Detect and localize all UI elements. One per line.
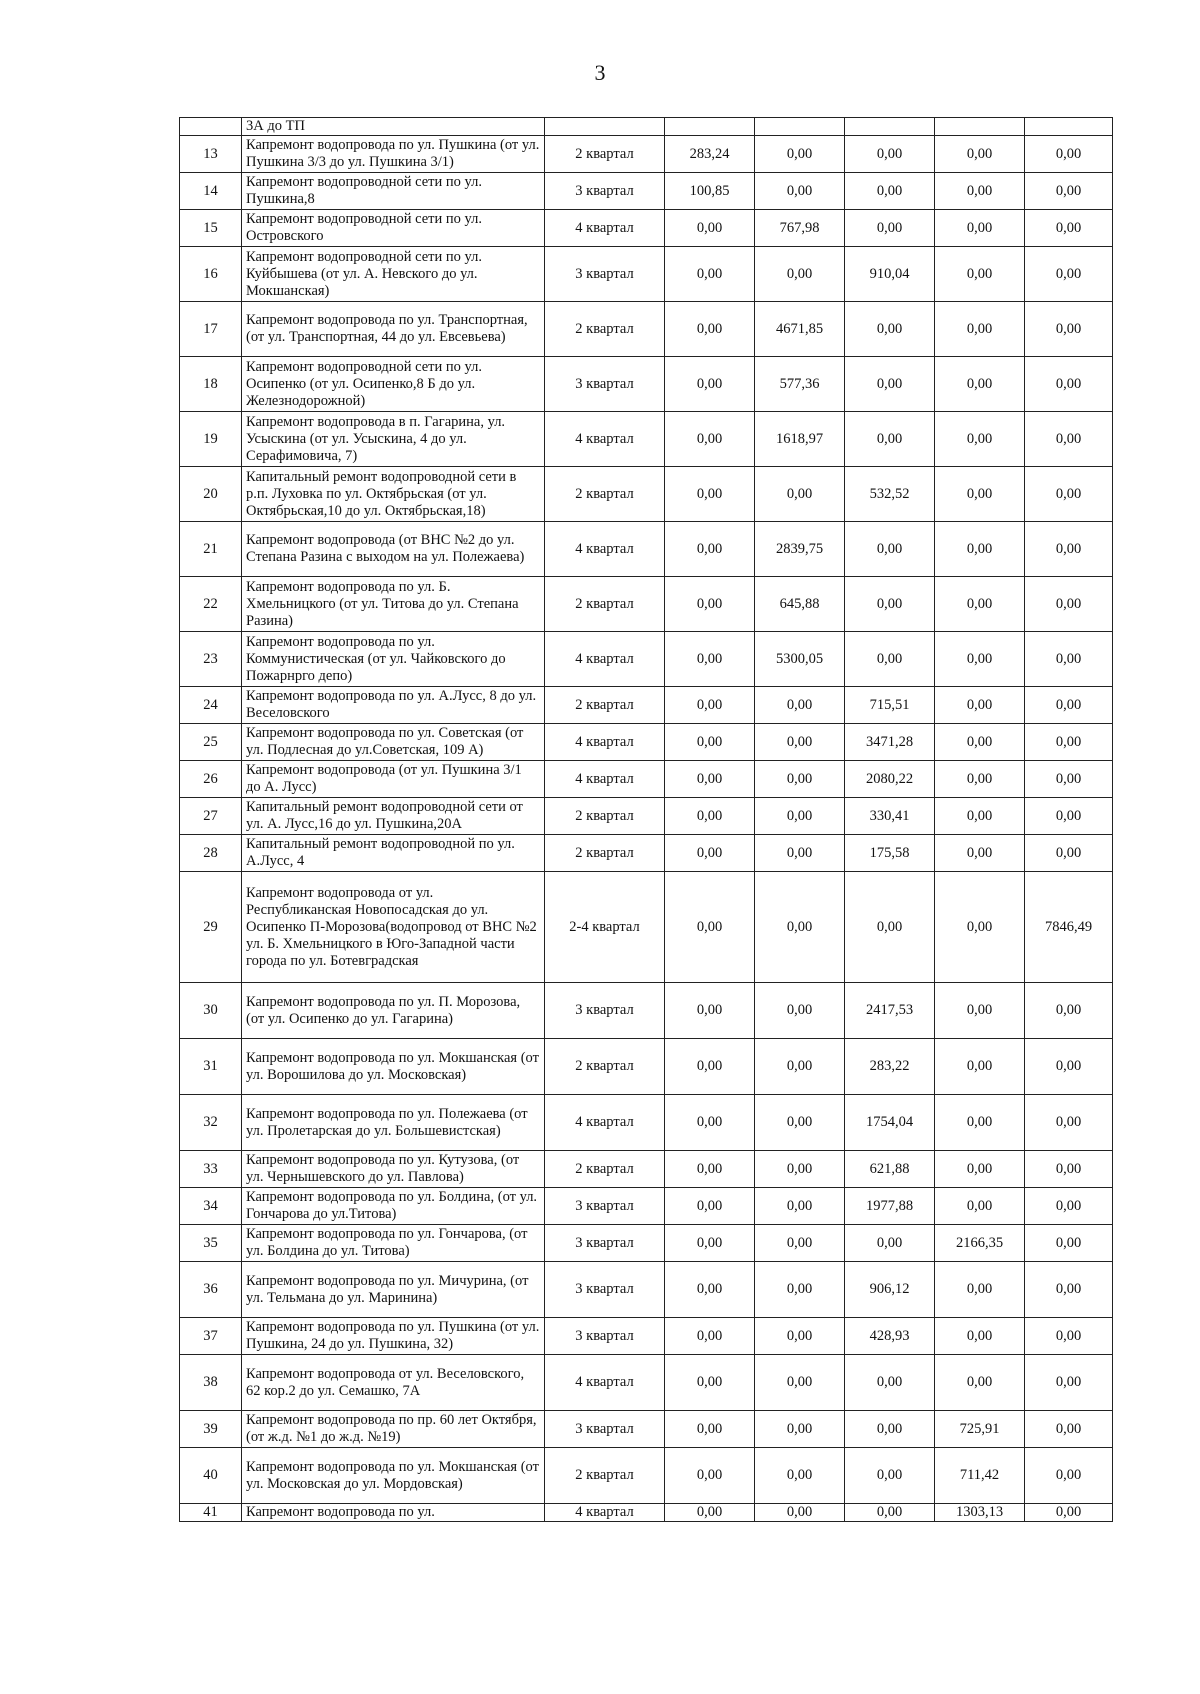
cell-value: 0,00 [665,357,755,412]
cell-value: 0,00 [665,210,755,247]
cell-value: 0,00 [665,983,755,1039]
cell-value: 0,00 [935,687,1025,724]
cell-period: 2 квартал [545,687,665,724]
cell-value: 0,00 [935,983,1025,1039]
cell-value: 0,00 [935,357,1025,412]
cell-num: 13 [180,136,242,173]
table-row [180,1039,1113,1095]
cell-name: Капремонт водопровода по ул. Болдина, (от ул. Гончарова до ул.Титова) [242,1188,545,1225]
table-row [180,1151,1113,1188]
cell-num: 30 [180,983,242,1039]
cell-num: 26 [180,761,242,798]
cell-value: 3471,28 [845,724,935,761]
cell-value: 0,00 [935,724,1025,761]
cell-value: 0,00 [665,1188,755,1225]
cell-num: 16 [180,247,242,302]
cell-name: Капремонт водопровода по ул. Б. Хмельницкого (от ул. Титова до ул. Степана Разина) [242,577,545,632]
cell-value: 715,51 [845,687,935,724]
cell-value: 0,00 [755,1411,845,1448]
cell-value: 0,00 [755,761,845,798]
cell-value: 0,00 [755,1151,845,1188]
table-row [180,1095,1113,1151]
cell-value: 7846,49 [1025,872,1113,983]
table-row [180,632,1113,687]
cell-value: 100,85 [665,173,755,210]
cell-value: 0,00 [755,724,845,761]
cell-value: 0,00 [1025,1355,1113,1411]
table-row [180,412,1113,467]
cell-period: 4 квартал [545,1095,665,1151]
cell-value: 0,00 [935,577,1025,632]
cell-name: Капремонт водопровода по ул. Коммунистическая (от ул. Чайковского до Пожарнрго депо) [242,632,545,687]
cell-value: 0,00 [1025,1095,1113,1151]
cell-value [755,118,845,136]
table-row [180,302,1113,357]
cell-num: 15 [180,210,242,247]
cell-value: 1977,88 [845,1188,935,1225]
cell-num: 27 [180,798,242,835]
cell-value: 1303,13 [935,1504,1025,1522]
cell-value: 0,00 [935,1039,1025,1095]
cell-value: 0,00 [845,522,935,577]
cell-value: 0,00 [1025,247,1113,302]
cell-value: 0,00 [935,302,1025,357]
cell-value: 0,00 [755,1095,845,1151]
cell-name: Капремонт водопровода от ул. Республиканская Новопосадская до ул. Осипенко П-Морозова(водопровод от ВНС №2 ул. Б. Хмельницкого в Юго-Западной части города по ул. Ботевградская [242,872,545,983]
cell-value: 0,00 [665,1095,755,1151]
cell-value: 1754,04 [845,1095,935,1151]
table-row [180,136,1113,173]
cell-num: 23 [180,632,242,687]
cell-period: 2 квартал [545,136,665,173]
cell-name: Капремонт водопровода по ул. Транспортная, (от ул. Транспортная, 44 до ул. Евсевьева) [242,302,545,357]
cell-num: 39 [180,1411,242,1448]
table-row [180,1262,1113,1318]
cell-value: 0,00 [665,798,755,835]
cell-name: Капитальный ремонт водопроводной по ул. А.Лусс, 4 [242,835,545,872]
cell-value: 1618,97 [755,412,845,467]
cell-value: 0,00 [665,522,755,577]
cell-value: 0,00 [755,1504,845,1522]
cell-value: 0,00 [665,1039,755,1095]
cell-name: Капремонт водопроводной сети по ул. Пушкина,8 [242,173,545,210]
cell-value: 0,00 [1025,1262,1113,1318]
cell-value: 0,00 [845,1411,935,1448]
cell-period: 4 квартал [545,761,665,798]
cell-value: 0,00 [845,1504,935,1522]
cell-value [845,118,935,136]
cell-period: 4 квартал [545,724,665,761]
cell-value: 0,00 [1025,136,1113,173]
cell-value: 0,00 [665,1448,755,1504]
cell-value: 0,00 [1025,577,1113,632]
cell-num: 29 [180,872,242,983]
cell-num: 22 [180,577,242,632]
cell-value: 0,00 [845,210,935,247]
cell-value: 0,00 [665,577,755,632]
cell-num: 41 [180,1504,242,1522]
cell-name: Капремонт водопровода (от ВНС №2 до ул. Степана Разина с выходом на ул. Полежаева) [242,522,545,577]
cell-period: 2 квартал [545,798,665,835]
cell-name: Капремонт водопровода (от ул. Пушкина 3/1 до А. Лусс) [242,761,545,798]
cell-value: 577,36 [755,357,845,412]
cell-period: 3 квартал [545,247,665,302]
cell-num: 24 [180,687,242,724]
cell-value [1025,118,1113,136]
cell-value: 0,00 [935,412,1025,467]
cell-value: 725,91 [935,1411,1025,1448]
cell-value: 0,00 [935,872,1025,983]
table-row [180,761,1113,798]
cell-value: 0,00 [665,872,755,983]
table-row [180,210,1113,247]
cell-value: 0,00 [935,1095,1025,1151]
cell-num: 18 [180,357,242,412]
cell-value: 0,00 [665,761,755,798]
cell-name: Капитальный ремонт водопроводной сети от ул. А. Лусс,16 до ул. Пушкина,20А [242,798,545,835]
table-row [180,1225,1113,1262]
cell-value: 0,00 [665,835,755,872]
cell-name: Капремонт водопровода от ул. Веселовского, 62 кор.2 до ул. Семашко, 7А [242,1355,545,1411]
cell-name: Капремонт водопровода по ул. Полежаева (от ул. Пролетарская до ул. Большевистская) [242,1095,545,1151]
cell-value: 0,00 [1025,983,1113,1039]
cell-value: 0,00 [755,872,845,983]
table-row [180,577,1113,632]
cell-value: 0,00 [755,687,845,724]
cell-name: Капремонт водопровода по ул. Кутузова, (от ул. Чернышевского до ул. Павлова) [242,1151,545,1188]
cell-num: 19 [180,412,242,467]
cell-value: 0,00 [845,577,935,632]
cell-value: 330,41 [845,798,935,835]
cell-period: 3 квартал [545,1318,665,1355]
cell-period: 2 квартал [545,577,665,632]
cell-value: 0,00 [665,1151,755,1188]
cell-value: 175,58 [845,835,935,872]
cell-value: 0,00 [935,467,1025,522]
cell-period: 4 квартал [545,522,665,577]
cell-name: Капремонт водопровода по ул. Мокшанская (от ул. Московская до ул. Мордовская) [242,1448,545,1504]
cell-value: 0,00 [845,136,935,173]
cell-value: 0,00 [845,1448,935,1504]
cell-value: 0,00 [755,1225,845,1262]
cell-value: 0,00 [935,247,1025,302]
cell-value: 0,00 [935,1262,1025,1318]
cell-value: 0,00 [665,687,755,724]
cell-value: 0,00 [1025,835,1113,872]
cell-num: 37 [180,1318,242,1355]
cell-value: 711,42 [935,1448,1025,1504]
cell-value: 0,00 [665,1504,755,1522]
cell-num: 20 [180,467,242,522]
cell-value: 0,00 [1025,467,1113,522]
cell-period: 2 квартал [545,1448,665,1504]
cell-value: 0,00 [845,173,935,210]
cell-period: 4 квартал [545,1355,665,1411]
cell-value: 0,00 [665,632,755,687]
cell-value: 0,00 [665,247,755,302]
cell-num: 34 [180,1188,242,1225]
cell-value: 0,00 [935,835,1025,872]
cell-value: 0,00 [755,1448,845,1504]
table-row [180,872,1113,983]
cell-name: Капремонт водопровода по ул. Пушкина (от ул. Пушкина 3/3 до ул. Пушкина 3/1) [242,136,545,173]
cell-value [665,118,755,136]
cell-num: 35 [180,1225,242,1262]
cell-num: 17 [180,302,242,357]
cell-num: 33 [180,1151,242,1188]
cell-num: 28 [180,835,242,872]
cell-value: 0,00 [755,247,845,302]
cell-value: 0,00 [1025,1039,1113,1095]
cell-value: 0,00 [935,1151,1025,1188]
table-row [180,983,1113,1039]
cell-period: 3 квартал [545,1411,665,1448]
repair-schedule-table [179,117,1113,1522]
cell-period: 2 квартал [545,467,665,522]
cell-value: 0,00 [935,210,1025,247]
cell-value: 0,00 [845,1225,935,1262]
table-row [180,1448,1113,1504]
table-row [180,835,1113,872]
table-row [180,798,1113,835]
cell-value: 0,00 [1025,1188,1113,1225]
cell-value: 0,00 [755,798,845,835]
cell-name: Капитальный ремонт водопроводной сети в р.п. Луховка по ул. Октябрьская (от ул. Октябрьская,10 до ул. Октябрьская,18) [242,467,545,522]
cell-value: 0,00 [665,302,755,357]
cell-value: 0,00 [1025,724,1113,761]
cell-period: 4 квартал [545,1504,665,1522]
cell-value: 0,00 [1025,522,1113,577]
cell-value: 0,00 [935,1355,1025,1411]
cell-value: 0,00 [935,632,1025,687]
cell-value: 283,24 [665,136,755,173]
cell-name: Капремонт водопровода по ул. Мокшанская (от ул. Ворошилова до ул. Московская) [242,1039,545,1095]
cell-period: 3 квартал [545,983,665,1039]
cell-value: 2417,53 [845,983,935,1039]
cell-value: 0,00 [665,1411,755,1448]
cell-value: 0,00 [935,798,1025,835]
cell-period: 4 квартал [545,632,665,687]
cell-num: 38 [180,1355,242,1411]
cell-value [935,118,1025,136]
cell-value: 532,52 [845,467,935,522]
cell-num: 25 [180,724,242,761]
cell-name: Капремонт водопровода по ул. А.Лусс, 8 до ул. Веселовского [242,687,545,724]
cell-period: 2-4 квартал [545,872,665,983]
cell-value: 0,00 [1025,1411,1113,1448]
cell-name: Капремонт водопроводной сети по ул. Островского [242,210,545,247]
cell-value: 910,04 [845,247,935,302]
cell-value: 0,00 [755,983,845,1039]
cell-value: 0,00 [755,136,845,173]
cell-value: 0,00 [755,1188,845,1225]
cell-value: 0,00 [1025,210,1113,247]
cell-value: 0,00 [1025,632,1113,687]
cell-value: 767,98 [755,210,845,247]
table-row [180,522,1113,577]
cell-num [180,118,242,136]
table-row [180,1504,1113,1522]
cell-value: 906,12 [845,1262,935,1318]
cell-value: 645,88 [755,577,845,632]
table-row [180,1355,1113,1411]
cell-value: 0,00 [845,302,935,357]
cell-period: 3 квартал [545,1188,665,1225]
cell-value: 0,00 [1025,1448,1113,1504]
cell-value: 0,00 [755,467,845,522]
cell-value: 0,00 [1025,1151,1113,1188]
table-row [180,467,1113,522]
cell-num: 31 [180,1039,242,1095]
cell-value: 0,00 [1025,357,1113,412]
table-row [180,247,1113,302]
cell-value: 0,00 [665,467,755,522]
cell-value: 0,00 [1025,302,1113,357]
cell-num: 36 [180,1262,242,1318]
cell-period: 2 квартал [545,835,665,872]
cell-name: Капремонт водопровода в п. Гагарина, ул. Усыскина (от ул. Усыскина, 4 до ул. Серафимовича, 7) [242,412,545,467]
cell-value: 283,22 [845,1039,935,1095]
cell-value: 0,00 [935,173,1025,210]
cell-name: Капремонт водопровода по ул. Пушкина (от ул. Пушкина, 24 до ул. Пушкина, 32) [242,1318,545,1355]
table-row [180,1411,1113,1448]
table-row [180,1188,1113,1225]
table-row-continuation [180,118,1113,136]
cell-value: 0,00 [1025,1504,1113,1522]
cell-value: 0,00 [845,1355,935,1411]
cell-period [545,118,665,136]
cell-value: 0,00 [845,357,935,412]
table-row [180,724,1113,761]
table-row [180,173,1113,210]
cell-value: 0,00 [755,1355,845,1411]
cell-value: 0,00 [1025,798,1113,835]
cell-name: Капремонт водопровода по ул. [242,1504,545,1522]
cell-name: Капремонт водопровода по пр. 60 лет Октября, (от ж.д. №1 до ж.д. №19) [242,1411,545,1448]
cell-value: 0,00 [665,1355,755,1411]
cell-value: 0,00 [935,1188,1025,1225]
cell-value: 0,00 [665,1262,755,1318]
cell-period: 3 квартал [545,1225,665,1262]
cell-value: 0,00 [755,1262,845,1318]
cell-value: 0,00 [755,1039,845,1095]
cell-value: 0,00 [755,1318,845,1355]
cell-value: 621,88 [845,1151,935,1188]
cell-name: 3А до ТП [242,118,545,136]
cell-value: 0,00 [665,412,755,467]
table-row [180,357,1113,412]
cell-num: 40 [180,1448,242,1504]
cell-name: Капремонт водопроводной сети по ул. Осипенко (от ул. Осипенко,8 Б до ул. Железнодорожной) [242,357,545,412]
cell-name: Капремонт водопровода по ул. Советская (от ул. Подлесная до ул.Советская, 109 А) [242,724,545,761]
cell-value: 2839,75 [755,522,845,577]
cell-value: 428,93 [845,1318,935,1355]
cell-value: 4671,85 [755,302,845,357]
cell-num: 32 [180,1095,242,1151]
cell-value: 0,00 [935,522,1025,577]
cell-num: 21 [180,522,242,577]
table-row [180,687,1113,724]
cell-value: 0,00 [1025,687,1113,724]
cell-value: 0,00 [665,724,755,761]
table-row [180,1318,1113,1355]
cell-value: 2166,35 [935,1225,1025,1262]
cell-value: 0,00 [755,173,845,210]
cell-period: 3 квартал [545,1262,665,1318]
cell-value: 0,00 [935,1318,1025,1355]
cell-value: 0,00 [1025,412,1113,467]
cell-name: Капремонт водопроводной сети по ул. Куйбышева (от ул. А. Невского до ул. Мокшанская) [242,247,545,302]
cell-value: 0,00 [1025,1225,1113,1262]
cell-value: 0,00 [665,1318,755,1355]
cell-name: Капремонт водопровода по ул. Гончарова, (от ул. Болдина до ул. Титова) [242,1225,545,1262]
cell-period: 3 квартал [545,173,665,210]
cell-value: 0,00 [1025,761,1113,798]
cell-value: 5300,05 [755,632,845,687]
cell-value: 0,00 [755,835,845,872]
cell-value: 0,00 [845,872,935,983]
cell-value: 2080,22 [845,761,935,798]
cell-period: 3 квартал [545,357,665,412]
cell-value: 0,00 [1025,1318,1113,1355]
cell-period: 2 квартал [545,302,665,357]
cell-value: 0,00 [845,632,935,687]
cell-value: 0,00 [845,412,935,467]
cell-num: 14 [180,173,242,210]
cell-value: 0,00 [665,1225,755,1262]
cell-value: 0,00 [1025,173,1113,210]
cell-period: 2 квартал [545,1039,665,1095]
cell-period: 2 квартал [545,1151,665,1188]
cell-name: Капремонт водопровода по ул. Мичурина, (от ул. Тельмана до ул. Маринина) [242,1262,545,1318]
cell-value: 0,00 [935,761,1025,798]
cell-period: 4 квартал [545,210,665,247]
page-number: 3 [594,60,606,85]
cell-name: Капремонт водопровода по ул. П. Морозова, (от ул. Осипенко до ул. Гагарина) [242,983,545,1039]
cell-period: 4 квартал [545,412,665,467]
cell-value: 0,00 [935,136,1025,173]
